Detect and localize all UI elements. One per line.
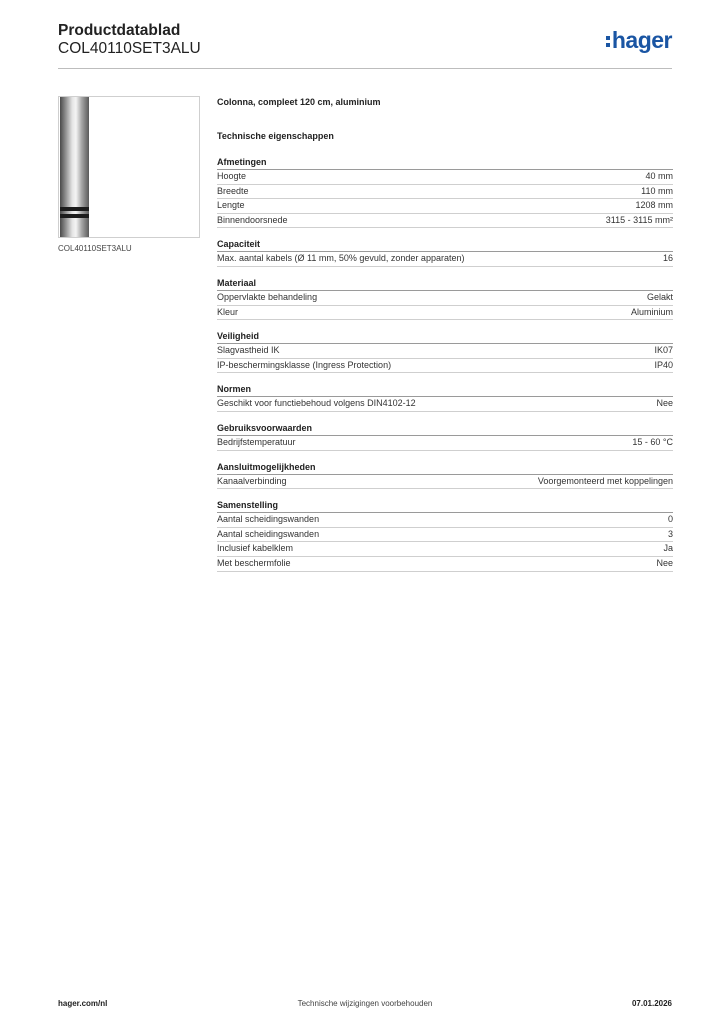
spec-label: Inclusief kabelklem (217, 543, 294, 554)
page-title: Productdatablad (58, 22, 181, 39)
spec-value: Voorgemonteerd met koppelingen (537, 475, 673, 486)
spec-label: Aantal scheidingswanden (217, 514, 320, 525)
footer-website: hager.com/nl (58, 999, 108, 1008)
spec-group (217, 422, 673, 451)
spec-row (217, 291, 673, 306)
spec-label: IP-beschermingsklasse (Ingress Protection) (217, 359, 392, 370)
spec-group-title: Capaciteit (217, 238, 673, 252)
spec-value: 16 (662, 253, 673, 264)
spec-label: Hoogte (217, 171, 247, 181)
spec-value: 40 mm (645, 171, 673, 181)
spec-value: Nee (656, 398, 673, 409)
spec-group (217, 499, 673, 571)
spec-row (217, 528, 673, 543)
spec-row (217, 475, 673, 490)
logo-text: hager (611, 27, 672, 53)
spec-label: Oppervlakte behandeling (217, 291, 318, 302)
spec-label: Met beschermfolie (217, 557, 291, 568)
spec-label: Lengte (217, 200, 245, 211)
spec-group-title: Normen (217, 383, 673, 397)
spec-value: Nee (656, 557, 673, 568)
spec-value: IP40 (654, 359, 673, 370)
spec-value: Aluminium (630, 306, 673, 317)
hager-logo (606, 28, 672, 52)
spec-group-title: Gebruiksvoorwaarden (217, 422, 673, 436)
footer-date: 07.01.2026 (631, 999, 672, 1008)
spec-row (217, 170, 673, 185)
spec-label: Breedte (217, 185, 249, 196)
spec-value: 110 mm (641, 185, 673, 196)
spec-row (217, 557, 673, 572)
spec-row (217, 214, 673, 229)
spec-group-title: Afmetingen (217, 156, 673, 170)
spec-row (217, 185, 673, 200)
spec-label: Kleur (217, 306, 239, 317)
spec-group (217, 238, 673, 267)
spec-value: 0 (667, 514, 673, 525)
spec-value: Ja (663, 543, 673, 554)
spec-label: Binnendoorsnede (217, 214, 288, 225)
spec-value: 3 (667, 528, 673, 539)
spec-value: Gelakt (646, 291, 673, 302)
product-code: COL40110SET3ALU (58, 40, 201, 57)
spec-row (217, 306, 673, 321)
spec-label: Bedrijfstemperatuur (217, 436, 296, 447)
spec-label: Slagvastheid IK (217, 345, 280, 356)
column-product-icon (59, 97, 199, 237)
spec-group (217, 383, 673, 412)
spec-groups (217, 156, 673, 572)
spec-group (217, 277, 673, 320)
spec-row (217, 252, 673, 267)
spec-row (217, 513, 673, 528)
spec-value: IK07 (654, 345, 673, 356)
technical-properties-title: Technische eigenschappen (217, 131, 334, 141)
spec-group-title: Aansluitmogelijkheden (217, 461, 673, 475)
footer-note: Technische wijzigingen voorbehouden (297, 999, 433, 1008)
logo-dots-icon (606, 36, 610, 47)
spec-row (217, 344, 673, 359)
page-header (58, 22, 201, 58)
spec-label: Kanaalverbinding (217, 475, 287, 486)
spec-row (217, 542, 673, 557)
spec-group-title: Veiligheid (217, 330, 673, 344)
spec-group-title: Materiaal (217, 277, 673, 291)
header-divider (58, 68, 672, 69)
spec-label: Geschikt voor functiebehoud volgens DIN4102-12 (217, 398, 416, 409)
spec-group-title: Samenstelling (217, 499, 673, 513)
spec-row (217, 436, 673, 451)
spec-group (217, 330, 673, 373)
product-image (58, 96, 200, 238)
spec-label: Aantal scheidingswanden (217, 528, 320, 539)
spec-value: 3115 - 3115 mm² (605, 214, 673, 225)
spec-row (217, 199, 673, 214)
spec-label: Max. aantal kabels (Ø 11 mm, 50% gevuld, zonder apparaten) (217, 253, 465, 264)
spec-group (217, 461, 673, 490)
spec-row (217, 397, 673, 412)
product-description: Colonna, compleet 120 cm, aluminium (217, 97, 381, 107)
image-caption: COL40110SET3ALU (58, 244, 132, 253)
spec-group (217, 156, 673, 228)
spec-value: 1208 mm (635, 200, 673, 211)
spec-row (217, 359, 673, 374)
specifications (217, 96, 673, 582)
spec-value: 15 - 60 °C (632, 436, 673, 447)
